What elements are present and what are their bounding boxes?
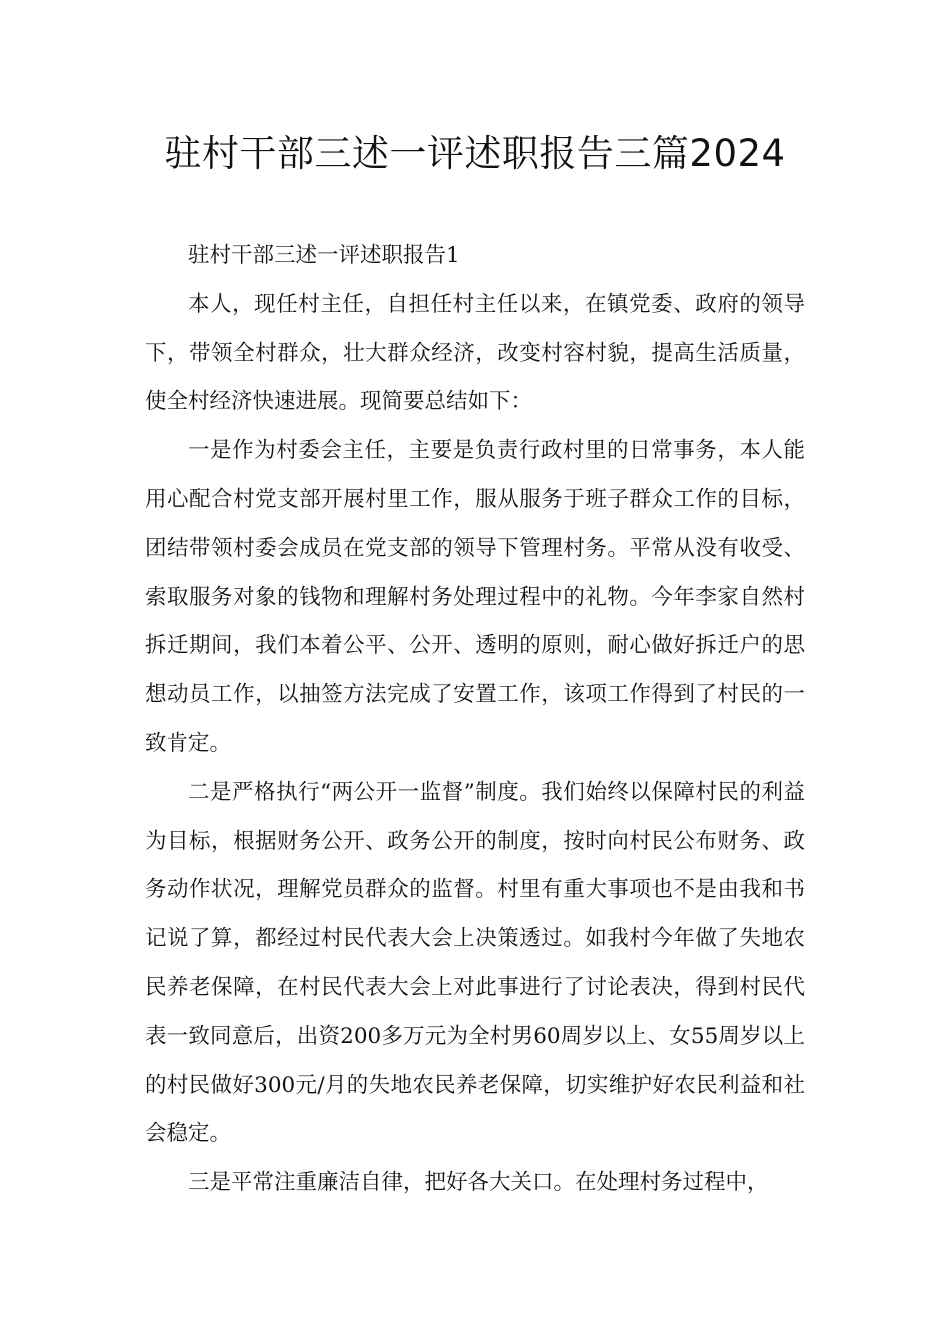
paragraph-intro: 本人，现任村主任，自担任村主任以来，在镇党委、政府的领导下，带领全村群众，壮大群众经济，改变村容村貌，提高生活质量，使全村经济快速进展。现简要总结如下：: [145, 291, 805, 415]
paragraph-point-three: 三是平常注重廉洁自律，把好各大关口。在处理村务过程中，: [188, 1170, 769, 1196]
paragraph-point-one: 一是作为村委会主任，主要是负责行政村里的日常事务，本人能用心配合村党支部开展村里工作，服从服务于班子群众工作的目标，团结带领村委会成员在党支部的领导下管理村务。平常从没有收受、索取服务对象的钱物和理解村务处理过程中的礼物。今年李家自然村拆迁期间，我们本着公平、公开、透明的原则，耐心做好拆迁户的思想动员工作，以抽签方法完成了安置工作，该项工作得到了村民的一致肯定。: [145, 438, 805, 756]
paragraph-point-two: 二是严格执行“两公开一监督”制度。我们始终以保障村民的利益为目标，根据财务公开、政务公开的制度，按时向村民公布财务、政务动作状况，理解党员群众的监督。村里有重大事项也不是由我和书记说了算，都经过村民代表大会上决策透过。如我村今年做了失地农民养老保障，在村民代表大会上对此事进行了讨论表决，得到村民代表一致同意后，出资200多万元为全村男60周岁以上、女55周岁以上的村民做好300元/月的失地农民养老保障，切实维护好农民利益和社会稳定。: [145, 779, 805, 1147]
section-heading: 驻村干部三述一评述职报告1: [188, 243, 460, 268]
document-body: [145, 232, 805, 1208]
document-title: 驻村干部三述一评述职报告三篇2024: [164, 132, 786, 175]
